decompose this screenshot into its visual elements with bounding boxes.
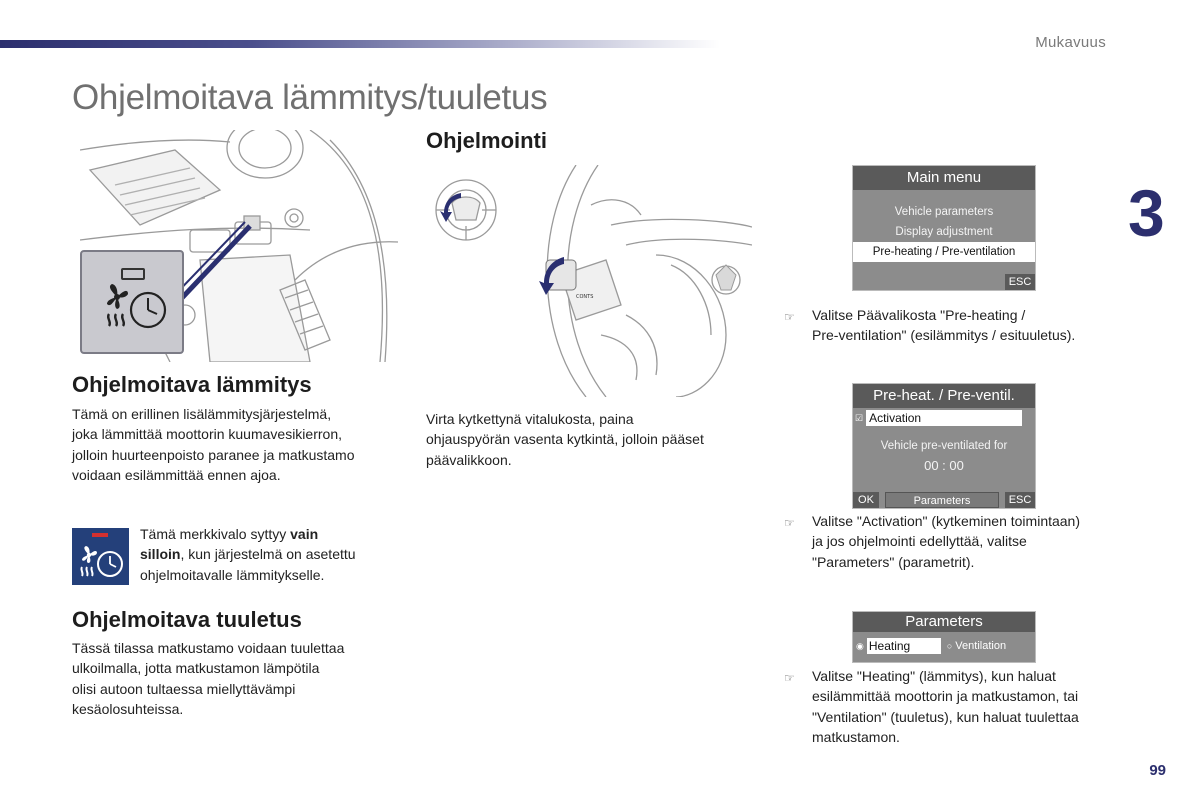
radio-unselected-icon: ○ [946, 641, 953, 651]
pointer-icon: ☞ [784, 671, 795, 685]
parameters-title: Parameters [853, 612, 1035, 632]
pre-ventilated-info: Vehicle pre-ventilated for [880, 440, 1008, 452]
heating-line: joka lämmittää moottorin kuumavesikierron, [72, 426, 342, 443]
step-3-line: Valitse "Heating" (lämmitys), kun haluat [812, 668, 1056, 684]
step-3 [784, 666, 1124, 747]
step-2-line: Valitse "Activation" (kytkeminen toimintaan) [812, 513, 1081, 529]
step-1-line: Pre-ventilation" (esilämmitys / esituuletus). [812, 327, 1076, 344]
timer-value: 00 : 00 [924, 458, 964, 473]
menu-item-vehicle-parameters[interactable]: Vehicle parameters [894, 206, 994, 218]
step-3-line: esilämmittää moottorin ja matkustamon, tai [812, 688, 1079, 705]
ventilation-option[interactable]: Ventilation [955, 640, 1007, 652]
parameters-screen [852, 611, 1036, 663]
step-3-line: "Ventilation" (tuuletus), kun haluat tuulettaa [812, 708, 1079, 725]
heating-button-inset [80, 250, 184, 354]
step-2-line: ja jos ohjelmointi edellyttää, valitse [812, 533, 1027, 550]
heating-line: jolloin huurteenpoisto paranee ja matkustamo [72, 446, 355, 463]
warning-text: Tämä merkkivalo syttyy [140, 526, 291, 542]
section-label: Mukavuus [1035, 34, 1106, 51]
esc-button[interactable]: ESC [1005, 274, 1035, 290]
menu-item-display-adjustment[interactable]: Display adjustment [895, 226, 993, 238]
ventilation-line: ulkoilmalla, jotta matkustamon lämpötila [72, 660, 320, 677]
checkbox-icon: ☑ [855, 412, 864, 423]
heating-option[interactable]: Heating [867, 638, 941, 654]
programming-heading: Ohjelmointi [426, 128, 547, 153]
ventilation-line: olisi autoon tultaessa miellyttävämpi [72, 680, 296, 697]
heating-line: Tämä on erillinen lisälämmitysjärjestelmä, [72, 406, 332, 422]
pre-heat-title: Pre-heat. / Pre-ventil. [853, 384, 1035, 408]
control-button-label: CONTS [576, 294, 594, 300]
radio-selected-icon: ◉ [856, 640, 864, 651]
step-1-line: Valitse Päävalikosta "Pre-heating / [812, 307, 1026, 323]
heating-line: voidaan esilämmittää ennen ajoa. [72, 466, 281, 483]
heating-description [72, 404, 402, 485]
header-gradient-bar [0, 40, 720, 48]
programming-line: päävalikkoon. [426, 451, 512, 468]
parameters-button[interactable]: Parameters [885, 492, 999, 508]
warning-text: , kun järjestelmä on asetettu [180, 546, 356, 563]
main-menu-title: Main menu [853, 166, 1035, 190]
pointer-icon: ☞ [784, 310, 795, 324]
warning-line [140, 544, 400, 564]
warning-emphasis: vain [290, 526, 319, 542]
heating-heading: Ohjelmoitava lämmitys [72, 372, 312, 397]
step-3-line: matkustamon. [812, 728, 900, 745]
warning-emphasis: silloin [140, 546, 181, 563]
pointer-icon: ☞ [784, 516, 795, 530]
ventilation-heading: Ohjelmoitava tuuletus [72, 607, 302, 632]
warning-line: ohjelmoitavalle lämmitykselle. [140, 566, 325, 583]
programming-line: ohjauspyörän vasenta kytkintä, jolloin pääset [426, 431, 704, 448]
warning-line [140, 524, 400, 544]
warning-description [140, 524, 400, 585]
ventilation-description [72, 638, 402, 719]
esc-button[interactable]: ESC [1005, 492, 1035, 508]
step-2 [784, 511, 1124, 572]
ok-button[interactable]: OK [853, 492, 879, 508]
steering-wheel-illustration [426, 165, 752, 397]
chapter-number: 3 [1128, 176, 1165, 250]
menu-item-pre-heating[interactable]: Pre-heating / Pre-ventilation [853, 242, 1035, 262]
programming-description [426, 409, 756, 470]
programming-line: Virta kytkettynä vitalukosta, paina [426, 411, 634, 427]
ventilation-line: Tässä tilassa matkustamo voidaan tuulettaa [72, 640, 345, 656]
step-2-line: "Parameters" (parametrit). [812, 553, 975, 570]
pre-heat-screen [852, 383, 1036, 509]
page-title: Ohjelmoitava lämmitys/tuuletus [72, 78, 548, 117]
page-number: 99 [1149, 762, 1166, 779]
ventilation-line: kesäolosuhteissa. [72, 700, 184, 717]
heating-warning-light-icon [72, 528, 129, 585]
activation-option[interactable]: Activation [866, 410, 1022, 426]
step-1 [784, 305, 1124, 346]
main-menu-screen [852, 165, 1036, 291]
